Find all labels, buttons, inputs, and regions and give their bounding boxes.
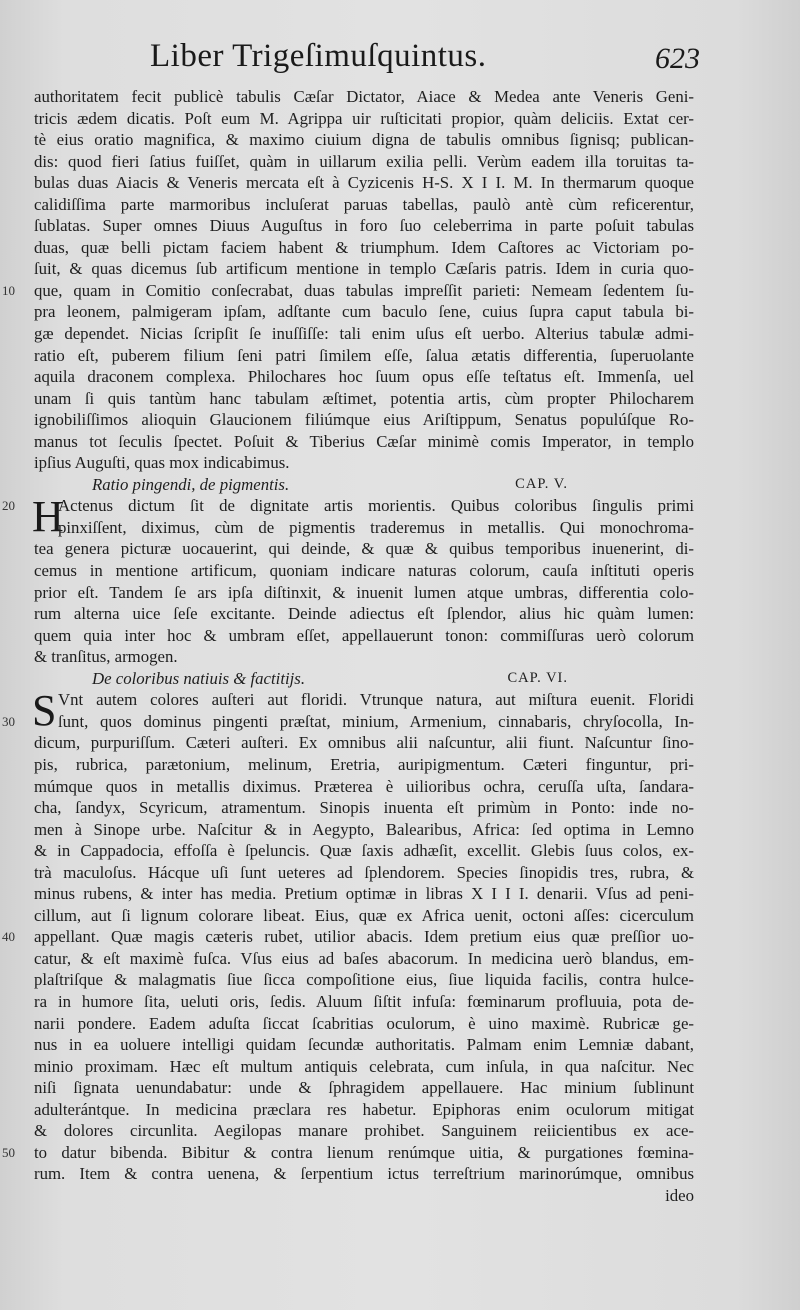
- text-line-content: to datur bibenda. Bibitur & contra lienum renúmque uitia, & purgationes fœmina-: [34, 1142, 694, 1162]
- text-line-content: tè eius oratio magnifica, & maximo ciuium digna de tabulis omnibus ſignisq; publican-: [34, 130, 694, 150]
- line-number: 50: [2, 1144, 15, 1160]
- line-number: 10: [2, 282, 15, 298]
- text-line-content: ratio eſt, puberem filium ſeni patri ſimilem eſſe, ſalua ætatis differentia, ſuperuolante: [34, 345, 694, 365]
- text-line-content: & tranſitus, armogen.: [34, 647, 178, 667]
- text-line-content: unam ſi quis tantùm hanc tabulam æſtimet, potentia artis, cùm propter Philocharem: [34, 388, 694, 408]
- text-line: [34, 151, 694, 173]
- text-line: [34, 732, 694, 754]
- text-line-content: nus in ea uoluere intelligi quidam ſecundæ authoritatis. Palmam enim Lemniæ dabant,: [34, 1035, 694, 1055]
- text-line-content: cha, ſandyx, Scyricum, atramentum. Sinopis inuenta eſt primùm in Ponto: inde no-: [34, 798, 694, 818]
- text-line: [34, 108, 694, 130]
- drop-cap: S: [32, 686, 57, 736]
- text-line-content: minio proximam. Hæc eſt multum antiquis celebrata, cum inſula, in qua naſcitur. Nec: [34, 1056, 694, 1076]
- text-line: [2, 1142, 694, 1164]
- text-line: [34, 797, 694, 819]
- text-line-content: ipſius Auguſti, quas mox indicabimus.: [34, 453, 290, 473]
- text-line: [34, 345, 694, 367]
- text-line-content: rum alterna uice ſeſe excitante. Deinde adiectus eſt ſplendor, alius hic quàm lumen:: [34, 604, 694, 624]
- text-line-content: calidiſſima parte marmoribus incluſerat paruas tabellas, paulò antè cùm reficerentur,: [34, 194, 694, 214]
- text-line-content: ſunt, quos dominus pingenti præſtat, minium, Armenium, cinnabaris, chryſocolla, In-: [58, 711, 694, 731]
- page-header: [140, 38, 700, 80]
- text-line-content: Actenus dictum ſit de dignitate artis morientis. Quibus coloribus ſingulis primi: [58, 496, 694, 516]
- text-line-content: rum. Item & contra uenena, & ſerpentium ictus terreſtrium marinorúmque, omnibus: [34, 1164, 694, 1184]
- text-line: [34, 1034, 694, 1056]
- text-line: [34, 388, 694, 410]
- section-heading-title: Ratio pingendi, de pigmentis.: [92, 474, 290, 494]
- text-line: [34, 819, 694, 841]
- text-line-content: trà maculoſus. Hácque uſi ſunt ueteres ad ſplendorem. Species ſinopidis tres, rubra, &: [34, 862, 694, 882]
- page-number: 623: [655, 42, 700, 75]
- text-line-content: plaſtriſque & malagmatis ſiue ſicca compoſitione eius, ſiue liquida facilis, contra hulce-: [34, 970, 694, 990]
- text-line-content: gæ dependet. Nicias ſcripſit ſe inuſſiſſe: tali enim uſus eſt uerbo. Alterius tabulæ admi-: [34, 324, 694, 344]
- text-line: [34, 431, 694, 453]
- text-line-content: múmque quos in metallis diximus. Præterea è uilioribus ochra, ceruſſa uſta, ſandara-: [34, 776, 694, 796]
- text-line: [34, 409, 694, 431]
- text-line-content: appellant. Quæ magis cæteris rubet, utilior abacis. Idem pretium eius quæ preſſior uo-: [34, 927, 694, 947]
- section-heading: [34, 668, 694, 690]
- text-line: [34, 301, 694, 323]
- text-line-content: dicum, purpuriſſum. Cæteri auſteri. Ex omnibus alii naſcuntur, alii fiunt. Naſcuntur ſino-: [34, 733, 694, 753]
- text-line: [34, 603, 694, 625]
- line-number: 40: [2, 929, 15, 945]
- text-line: [2, 926, 694, 948]
- text-line: [34, 1077, 694, 1099]
- text-line: [34, 258, 694, 280]
- text-line: [2, 711, 694, 733]
- text-line-content: aquila draconem complexa. Philochares hoc ſuum opus eſſe teſtatus eſt. Immenſa, uel: [34, 367, 694, 387]
- text-line: [34, 646, 694, 668]
- body-text: [2, 86, 694, 1206]
- text-line: [34, 1013, 694, 1035]
- text-line-content: narii pondere. Eadem aduſta ſiccat ſcabritias oculorum, è uino maximè. Rubricæ ge-: [34, 1013, 694, 1033]
- text-line-content: que, quam in Comitio conſecrabat, duas tabulas impreſſit parieti: Nemeam ſedentem ſu-: [34, 280, 694, 300]
- text-line-content: cillum, aut ſi lignum colorare libeat. Eius, quæ ex Africa uenit, octoni aſſes: cicerculum: [34, 905, 694, 925]
- text-line: [34, 517, 694, 539]
- text-line: [34, 194, 694, 216]
- text-line-content: dis: quod fieri ſatius fuiſſet, quàm in uillarum exilia pelli. Verùm eadem illa toruitas ta-: [34, 151, 694, 171]
- drop-cap: H: [32, 492, 64, 542]
- text-line: [34, 172, 694, 194]
- text-line: [34, 840, 694, 862]
- text-line: [34, 1056, 694, 1078]
- text-line: [34, 1163, 694, 1185]
- text-line-content: ignobiliſſimos alioquin Glaucionem filiúmque eius Ariſtippum, Senatus populúſque Ro-: [34, 410, 694, 430]
- text-line: [34, 1120, 694, 1142]
- text-line: [34, 969, 694, 991]
- chapter-number: CAP. V.: [515, 475, 568, 492]
- text-line-content: catur, & eſt maximè fuſca. Vſus eius ad baſes abacorum. In medicina uerò blandus, em-: [34, 948, 694, 968]
- text-line-content: bulas duas Aiacis & Veneris mercata eſt à Cyzicenis H-S. X I I. M. In thermarum quoque: [34, 173, 694, 193]
- text-line: [34, 323, 694, 345]
- text-line: [2, 280, 694, 302]
- text-line-content: tea genera picturæ uocauerint, qui deinde, & quæ & quibus temporibus inuenerint, di-: [34, 539, 694, 559]
- text-line-content: prior eſt. Tandem ſe ars ipſa diſtinxit, & inuenit lumen atque umbras, differentia colo-: [34, 582, 694, 602]
- text-line-content: ra in humore ſita, ueluti oris, ſedis. Aluum ſiſtit infuſa: fœminarum profluuia, pota de-: [34, 991, 694, 1011]
- text-line: [34, 452, 694, 474]
- text-line-content: pis, rubrica, parætonium, melinum, Eretria, auripigmentum. Cæteri finguntur, pri-: [34, 754, 694, 774]
- running-title: Liber Trigeſimuſquintus.: [150, 38, 487, 74]
- text-line-content: & in Cappadocia, effoſſa è ſpeluncis. Quæ ſaxis adhæſit, excellit. Glebis ſuus colos, ex-: [34, 841, 694, 861]
- text-line: [34, 560, 694, 582]
- text-line-content: manus tot ſeculis ſpectet. Poſuit & Tiberius Cæſar minimè comis Imperator, in templo: [34, 431, 694, 451]
- text-line-content: ideo: [665, 1185, 694, 1205]
- text-line-content: authoritatem fecit publicè tabulis Cæſar Dictator, Aiace & Medea ante Veneris Geni-: [34, 87, 694, 106]
- line-number: 30: [2, 713, 15, 729]
- text-line: [34, 538, 694, 560]
- text-line: [34, 991, 694, 1013]
- text-line: [34, 1099, 694, 1121]
- text-line-content: niſi ſignata uenundabatur: unde & ſphragidem appellauere. Hac minium ſublinunt: [34, 1078, 694, 1098]
- text-line-content: minus rubens, & inter has media. Pretium optimæ in libras X I I I. denarii. Vſus ad peni-: [34, 884, 694, 904]
- text-line-content: cemus in mentione artificum, quoniam indicare naturas colorum, cauſa inſtituti operis: [34, 561, 694, 581]
- text-line: [34, 366, 694, 388]
- text-line: [34, 776, 694, 798]
- text-line-content: ſuit, & quas dicemus ſub artificum mentione in templo Cæſaris patris. Idem in curia quo-: [34, 259, 694, 279]
- line-number: 20: [2, 498, 15, 514]
- text-line: [34, 582, 694, 604]
- chapter-number: CAP. VI.: [507, 669, 568, 686]
- text-line: [34, 862, 694, 884]
- text-line-content: & dolores circunlita. Aegilopas manare prohibet. Sanguinem reiicientibus ex ace-: [34, 1121, 694, 1141]
- text-line: [34, 883, 694, 905]
- text-line-content: pinxiſſent, diximus, cùm de pigmentis traderemus in metallis. Qui monochroma-: [58, 517, 694, 537]
- text-line: [34, 86, 694, 108]
- text-line: [34, 754, 694, 776]
- text-line-content: duas, quæ belli pictam faciem habent & triumphum. Idem Caſtores ac Victoriam po-: [34, 237, 694, 257]
- text-line-content: quem quia inter hoc & umbram eſſet, appellauerunt tonon: commiſſuras uerò colorum: [34, 625, 694, 645]
- text-line-content: ſublatas. Super omnes Diuus Auguſtus in foro ſuo celeberrima in parte poſuit tabulas: [34, 216, 694, 236]
- text-line-content: Vnt autem colores auſteri aut floridi. Vtrunque natura, aut miſtura euenit. Floridi: [58, 690, 694, 710]
- text-line-content: pra leonem, palmigeram ipſam, adſtante cum baculo ſene, cuius ſupra caput tabula bi-: [34, 302, 694, 322]
- text-line-content: tricis ædem dicatis. Poſt eum M. Agrippa uir ruſticitati propior, quàm deliciis. Extat cer-: [34, 108, 694, 128]
- catchword: [34, 1185, 694, 1207]
- text-line-content: men à Sinope urbe. Naſcitur & in Aegypto, Balearibus, Africa: ſed optima in Lemno: [34, 819, 694, 839]
- text-line: [34, 129, 694, 151]
- text-line: [34, 625, 694, 647]
- text-line-content: adulterántque. In medicina præclara res habetur. Epiphoras enim oculorum mitigat: [34, 1099, 694, 1119]
- text-line: [34, 905, 694, 927]
- section-heading-title: De coloribus natiuis & factitijs.: [92, 668, 306, 688]
- text-line: [34, 948, 694, 970]
- text-line: [34, 237, 694, 259]
- section-heading: [34, 474, 694, 496]
- text-line: [34, 215, 694, 237]
